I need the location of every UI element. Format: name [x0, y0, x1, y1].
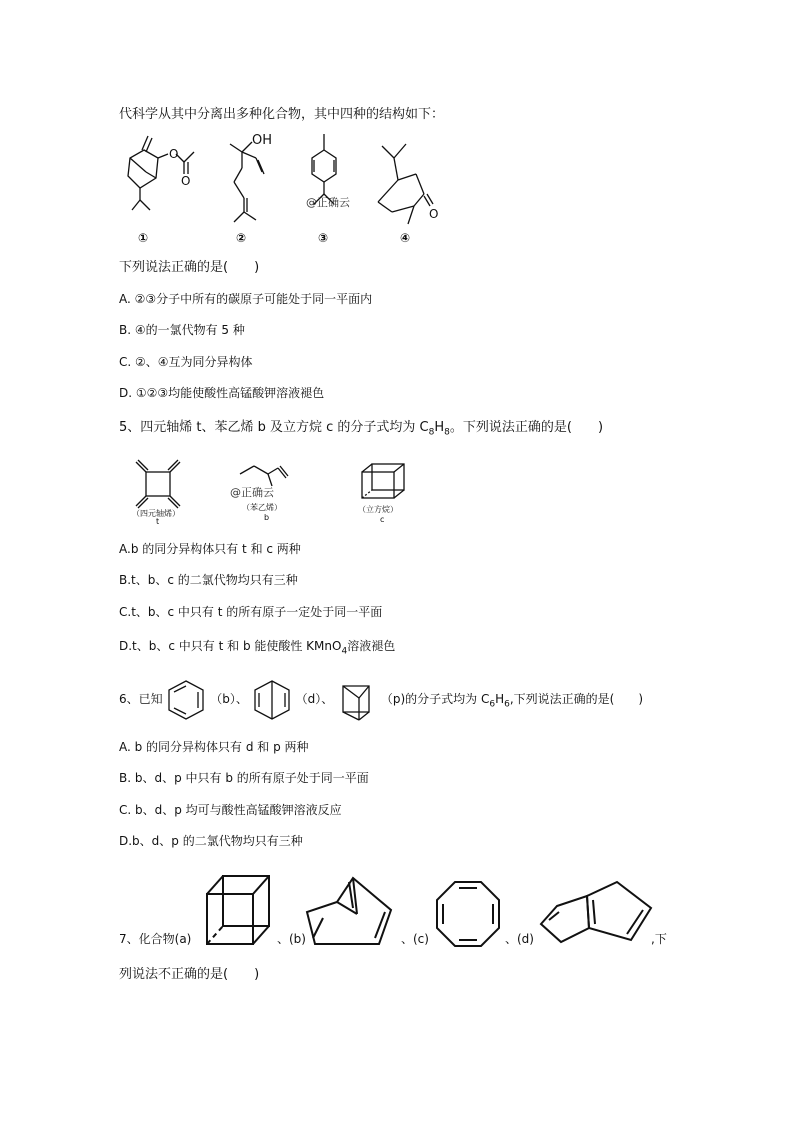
watermark: @正确云	[306, 196, 350, 209]
q4-molecule-3	[300, 130, 370, 250]
q6-option-c: C. b、d、p 均可与酸性高锰酸钾溶液反应	[119, 803, 342, 817]
q4-option-d: D. ①②③均能使酸性高锰酸钾溶液褪色	[119, 386, 325, 400]
svg-text:b: b	[264, 513, 270, 522]
q5-option-c: C.t、b、c 中只有 t 的所有原子一定处于同一平面	[119, 605, 383, 619]
q5-molecule-t	[124, 456, 194, 526]
q4-option-b: B. ④的一氯代物有 5 种	[119, 323, 245, 337]
svg-text:c: c	[380, 515, 385, 524]
q4-label-1: ①	[138, 231, 149, 245]
q5-option-d: D.t、b、c 中只有 t 和 b 能使酸性 KMnO$_4$溶液褪色	[119, 639, 396, 657]
svg-text:（立方烷）: （立方烷）	[358, 505, 398, 514]
q5-molecule-c	[352, 456, 422, 526]
cyclooctatetraene-structure	[433, 878, 503, 952]
q4-label-3: ③	[318, 231, 329, 245]
q6-option-d: D.b、d、p 的二氯代物均只有三种	[119, 834, 303, 848]
svg-text:（四元轴烯）: （四元轴烯）	[132, 509, 180, 518]
q4-molecule-2	[222, 128, 292, 250]
q4-molecule-1	[118, 130, 208, 250]
q6-stem: 6、已知 （b）、 （d）、 （p)的分子式均为 $C_6H_6$,下列说法正确的是( )	[119, 676, 643, 722]
barrelene-structure	[303, 872, 403, 952]
q4-option-a: A. ②③分子中所有的碳原子可能处于同一平面内	[119, 292, 373, 306]
q4-option-c: C. ②、④互为同分异构体	[119, 355, 253, 369]
dewar-benzene-structure	[252, 678, 292, 722]
svg-text:@正确云: @正确云	[230, 486, 274, 499]
oh-label: OH	[252, 133, 273, 148]
cubane-structure	[203, 872, 275, 952]
dihydropentalene-structure	[537, 876, 657, 952]
q4-molecule-4	[372, 140, 452, 250]
prismane-structure	[337, 678, 377, 722]
q4-stem: 下列说法正确的是( )	[119, 260, 260, 275]
q7-stem-continued: 列说法不正确的是( )	[119, 967, 260, 982]
q6-option-b: B. b、d、p 中只有 b 的所有原子处于同一平面	[119, 771, 369, 785]
svg-text:O: O	[169, 147, 179, 161]
svg-text:O: O	[181, 174, 191, 188]
q5-stem: 5、四元轴烯 t、苯乙烯 b 及立方烷 c 的分子式均为 $C_8H_8$。下列说法正确的是( )	[119, 420, 604, 438]
intro-text: 代科学从其中分离出多种化合物，其中四种的结构如下：	[119, 107, 445, 122]
q4-label-2: ②	[236, 231, 247, 245]
q5-option-a: A.b 的同分异构体只有 t 和 c 两种	[119, 542, 301, 556]
svg-text:（苯乙烯）: （苯乙烯）	[242, 503, 282, 512]
svg-text:t: t	[156, 517, 160, 526]
q5-option-b: B.t、b、c 的二氯代物均只有三种	[119, 573, 298, 587]
q5-molecule-b	[228, 456, 308, 526]
q4-label-4: ④	[400, 231, 411, 245]
benzene-structure	[166, 678, 206, 722]
svg-text:O: O	[429, 207, 439, 221]
q6-option-a: A. b 的同分异构体只有 d 和 p 两种	[119, 740, 309, 754]
